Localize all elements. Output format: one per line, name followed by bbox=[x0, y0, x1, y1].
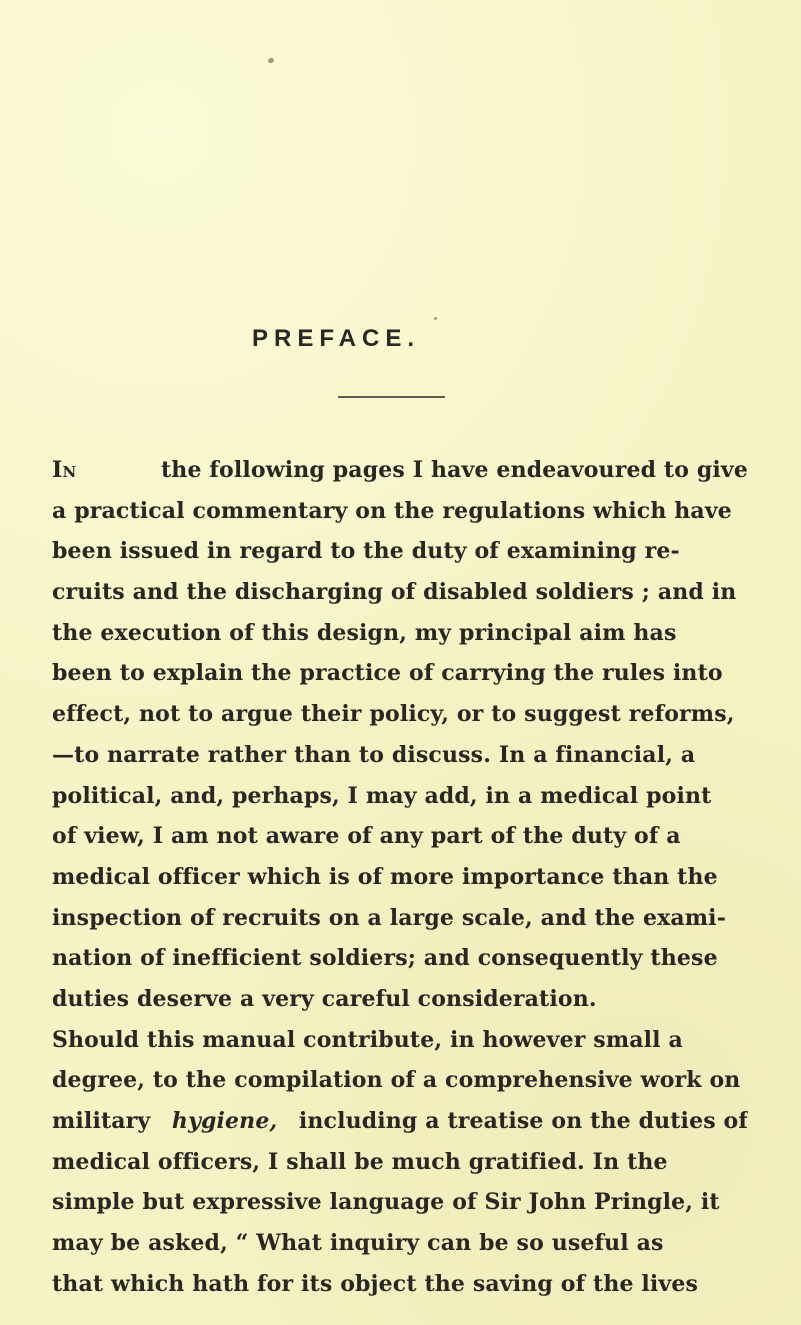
page-title: PREFACE. bbox=[252, 325, 421, 352]
text-line: medical officer which is of more importance than the bbox=[52, 863, 718, 890]
text-line bbox=[52, 1101, 748, 1142]
line-segment: including a treatise on the duties of bbox=[291, 1108, 748, 1134]
text-line: the execution of this design, my principal aim has bbox=[52, 619, 677, 646]
text-line bbox=[52, 450, 748, 491]
text-line: inspection of recruits on a large scale, and the exami- bbox=[52, 904, 726, 931]
paragraph-start-line: Should this manual contribute, in however small a bbox=[52, 1026, 683, 1053]
italic-term: hygiene, bbox=[171, 1108, 278, 1134]
text-line: simple but expressive language of Sir John Pringle, it bbox=[52, 1189, 720, 1216]
line-text: the following pages I have endeavoured to give bbox=[153, 457, 748, 483]
text-line: been to explain the practice of carrying the rules into bbox=[52, 660, 723, 687]
text-line: cruits and the discharging of disabled soldiers ; and in bbox=[52, 579, 737, 606]
text-line: medical officers, I shall be much gratified. In the bbox=[52, 1148, 668, 1175]
text-line: of view, I am not aware of any part of the duty of a bbox=[52, 823, 681, 850]
text-line: been issued in regard to the duty of examining re- bbox=[52, 538, 680, 565]
preface-body bbox=[52, 450, 748, 1304]
text-line: a practical commentary on the regulations which have bbox=[52, 497, 732, 524]
text-line: duties deserve a very careful consideration. bbox=[52, 985, 597, 1012]
text-line: effect, not to argue their policy, or to suggest reforms, bbox=[52, 701, 735, 728]
text-line: —to narrate rather than to discuss. In a financial, a bbox=[52, 741, 696, 768]
ink-speck bbox=[434, 317, 437, 320]
text-line: may be asked, “ What inquiry can be so useful as bbox=[52, 1230, 664, 1257]
line-segment: military bbox=[52, 1108, 159, 1134]
text-line: that which hath for its object the saving of the lives bbox=[52, 1270, 699, 1297]
ink-speck bbox=[267, 57, 275, 64]
title-divider bbox=[338, 396, 445, 398]
text-line: degree, to the compilation of a comprehensive work on bbox=[52, 1067, 741, 1094]
text-line: political, and, perhaps, I may add, in a medical point bbox=[52, 782, 712, 809]
opening-word: In bbox=[52, 457, 77, 483]
text-line: nation of inefficient soldiers; and consequently these bbox=[52, 945, 718, 972]
